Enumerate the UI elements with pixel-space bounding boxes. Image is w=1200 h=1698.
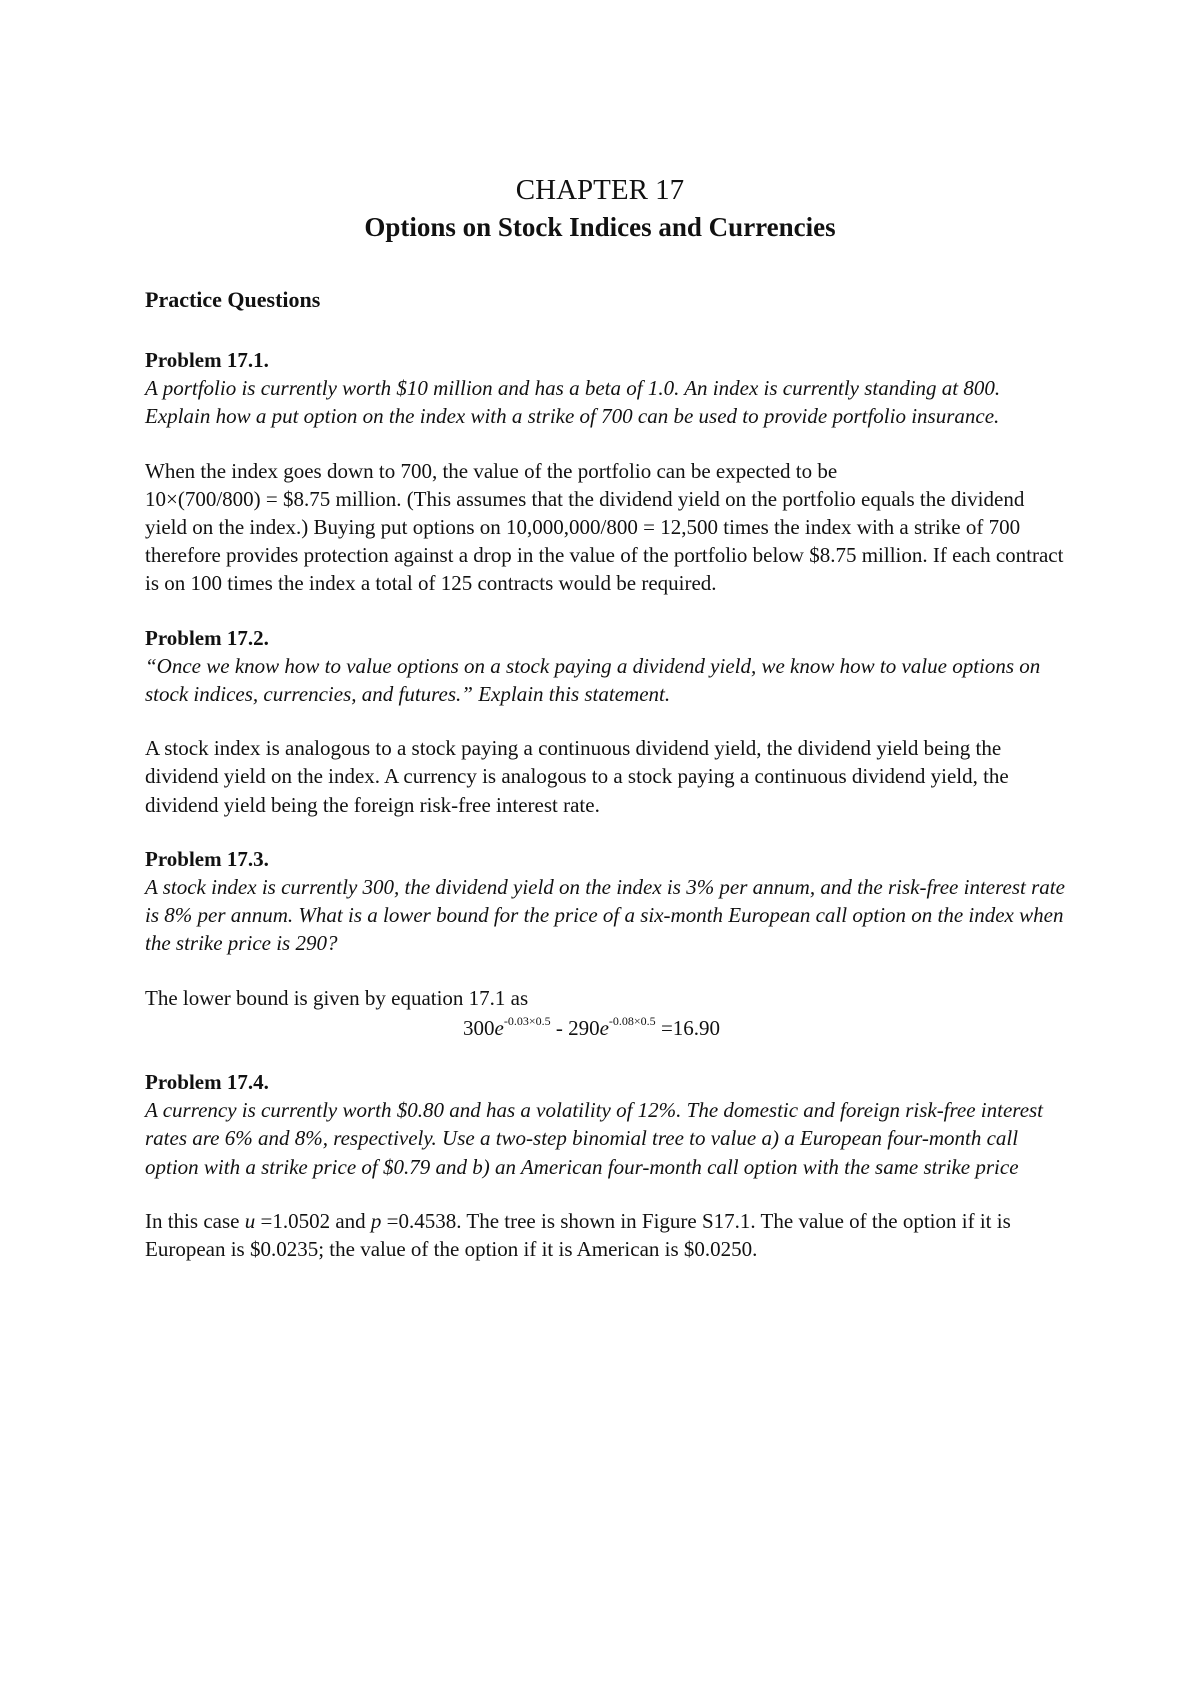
equation-exponent: -0.03×0.5 xyxy=(503,1013,551,1028)
problem-question: “Once we know how to value options on a stock paying a dividend yield, we know how to value options on stock indices, currencies, and futures.” Explain this statement. xyxy=(145,653,1041,707)
equation-exponent: -0.08×0.5 xyxy=(608,1013,656,1028)
problem-17-3 xyxy=(145,845,1065,1042)
equation-term: - 290 xyxy=(550,1015,600,1040)
u-symbol: u xyxy=(244,1208,256,1233)
answer-text: and xyxy=(335,1208,366,1233)
equation-result: =16.90 xyxy=(655,1015,721,1040)
problem-question: A stock index is currently 300, the dividend yield on the index is 3% per annum, and the risk-free interest rate is 8% per annum. What is a lower bound for the price of a six-month European call option on the index when the strike price is 290? xyxy=(145,875,1065,956)
p-value: =0.4538 xyxy=(381,1208,457,1233)
chapter-title-block xyxy=(0,172,1200,246)
problem-17-4 xyxy=(145,1068,1065,1263)
problem-question: A currency is currently worth $0.80 and has a volatility of 12%. The domestic and foreign risk-free interest rates are 6% and 8%, respectively. Use a two-step binomial tree to value a) a European four-month call option with a strike price of $0.79 and b) an American four-month call option with the same strike price xyxy=(145,1098,1044,1179)
problem-answer xyxy=(145,984,1065,1042)
main-content xyxy=(145,285,1065,1289)
answer-text: million. (This assumes that the dividend yield on the portfolio equals the dividend yield on the index.) Buying put options on 10,000,000/800 = 12,500 times the index with a strike of 700 therefore provides protection against a drop in the value of the portfolio below $8.75 million. If each contract is on 100 times the index a total of 125 contracts would be required. xyxy=(145,486,1064,596)
answer-formula: 10×(700/800) = $8.75 xyxy=(145,486,331,511)
lower-bound-equation xyxy=(145,1014,1065,1042)
problem-title: Problem 17.1. xyxy=(145,348,269,372)
problem-17-2 xyxy=(145,624,1065,819)
problem-answer xyxy=(145,457,1065,598)
equation-e: e xyxy=(494,1015,504,1040)
problem-answer xyxy=(145,1207,1065,1263)
answer-text: . The tree is shown in Figure S17.1. The value of the option if it is European is $0.0235; the value of the option if it is American is $0.0250. xyxy=(145,1208,1011,1262)
problem-question: A portfolio is currently worth $10 million and has a beta of 1.0. An index is currently standing at 800. Explain how a put option on the index with a strike of 700 can be used to provide portfolio insurance. xyxy=(145,376,1001,429)
equation-term: 300 xyxy=(463,1015,495,1040)
problem-17-1 xyxy=(145,346,1065,598)
problem-title: Problem 17.3. xyxy=(145,846,269,871)
problem-title: Problem 17.2. xyxy=(145,625,269,650)
p-symbol: p xyxy=(370,1208,382,1233)
answer-text: The lower bound is given by equation 17.1 as xyxy=(145,985,529,1010)
problem-title: Problem 17.4. xyxy=(145,1070,269,1095)
chapter-number: CHAPTER 17 xyxy=(515,174,685,206)
u-value: =1.0502 xyxy=(255,1208,331,1233)
answer-text: In this case xyxy=(145,1208,240,1233)
equation-e: e xyxy=(599,1015,609,1040)
section-heading: Practice Questions xyxy=(145,287,321,312)
problem-answer: A stock index is analogous to a stock paying a continuous dividend yield, the dividend yield being the dividend yield on the index. A currency is analogous to a stock paying a continuous dividend yield, the dividend yield being the foreign risk-free interest rate. xyxy=(145,736,1009,817)
chapter-subtitle: Options on Stock Indices and Currencies xyxy=(364,212,836,242)
answer-text: When the index goes down to 700, the value of the portfolio can be expected to be xyxy=(145,458,838,483)
